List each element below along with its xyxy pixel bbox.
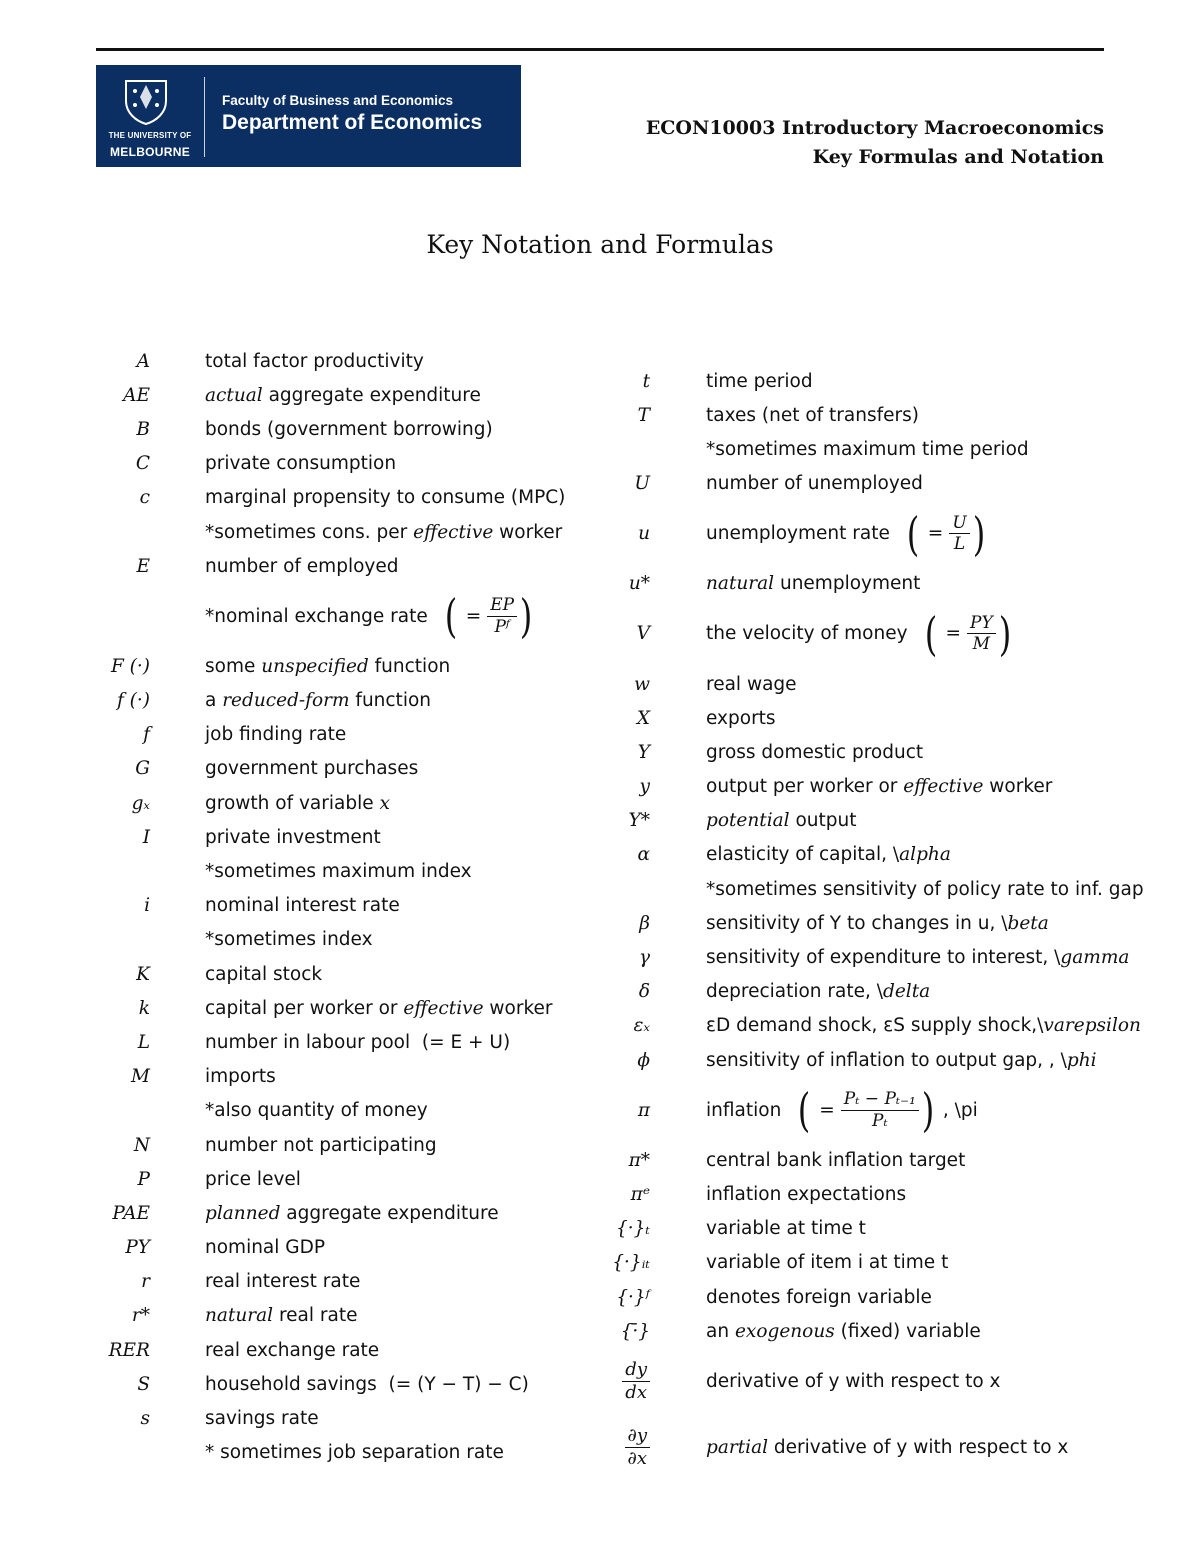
notation-row xyxy=(580,701,1144,735)
notation-description xyxy=(706,1437,1068,1458)
right-notation-column xyxy=(580,364,1144,1480)
notation-row xyxy=(80,1401,565,1435)
notation-description xyxy=(205,861,472,882)
open-paren: ( xyxy=(924,606,937,661)
description-text: *sometimes maximum index xyxy=(205,861,472,883)
notation-description xyxy=(205,793,390,814)
notation-description xyxy=(205,656,450,677)
notation-description xyxy=(205,453,396,474)
description-text: potential output xyxy=(706,810,857,832)
emphasis-text: partial xyxy=(706,1436,769,1458)
university-name-small: THE UNIVERSITY OF xyxy=(108,131,192,140)
description-text: natural unemployment xyxy=(706,573,921,595)
description-text: sensitivity of inflation to output gap, , \phi xyxy=(706,1049,1097,1071)
description-text: government purchases xyxy=(205,758,419,780)
notation-row xyxy=(80,684,565,718)
description-text: number in labour pool (= E + U) xyxy=(205,1031,511,1053)
notation-row xyxy=(80,991,565,1025)
description-text: number of employed xyxy=(205,555,399,577)
notation-row xyxy=(580,1246,1144,1280)
notation-symbol: A xyxy=(136,350,150,372)
notation-symbol: RER xyxy=(108,1339,150,1361)
notation-description xyxy=(205,1169,301,1190)
description-text: price level xyxy=(205,1168,301,1190)
formula xyxy=(795,1083,937,1138)
open-paren: ( xyxy=(906,506,920,561)
notation-symbol: P xyxy=(137,1168,150,1190)
notation-symbol: α xyxy=(637,844,650,866)
notation-symbol: πᵉ xyxy=(630,1183,650,1205)
notation-description xyxy=(706,1184,906,1205)
description-text: real wage xyxy=(706,673,797,695)
open-paren: ( xyxy=(797,1083,811,1138)
notation-description xyxy=(205,895,400,916)
description-text: number of unemployed xyxy=(706,473,923,495)
notation-symbol: k xyxy=(138,997,150,1019)
notation-symbol: AE xyxy=(123,384,150,406)
crest-icon xyxy=(118,75,174,125)
notation-row xyxy=(580,975,1144,1009)
description-text: gross domestic product xyxy=(706,741,924,763)
symbol-fraction-numerator: ∂y xyxy=(625,1425,650,1448)
faculty-name: Faculty of Business and Economics xyxy=(222,93,454,108)
description-text: time period xyxy=(706,370,813,392)
notation-symbol: PAE xyxy=(112,1202,150,1224)
notation-symbol: f (·) xyxy=(116,690,150,712)
symbol-fraction-denominator: ∂x xyxy=(627,1447,647,1469)
notation-symbol: PY xyxy=(125,1237,150,1259)
notation-row xyxy=(80,752,565,786)
notation-symbol: E xyxy=(136,555,150,577)
notation-description xyxy=(205,724,346,745)
notation-row xyxy=(80,583,565,649)
description-text: inflation xyxy=(706,1099,782,1121)
notation-description xyxy=(706,1050,1097,1071)
notation-symbol: S xyxy=(137,1373,150,1395)
notation-description xyxy=(706,1083,978,1138)
notation-description xyxy=(205,1442,504,1463)
notation-row xyxy=(80,786,565,820)
description-text: denotes foreign variable xyxy=(706,1286,932,1308)
notation-description xyxy=(706,439,1029,460)
emphasis-text: actual xyxy=(205,384,263,406)
notation-row xyxy=(80,1094,565,1128)
description-text: job finding rate xyxy=(205,724,347,746)
notation-symbol: f xyxy=(143,724,150,746)
notation-row xyxy=(80,481,565,515)
notation-description xyxy=(706,844,951,865)
notation-description xyxy=(706,742,923,763)
notation-row xyxy=(580,1143,1144,1177)
description-text: unemployment rate xyxy=(706,523,890,545)
notation-row xyxy=(580,467,1144,501)
notation-row xyxy=(80,1333,565,1367)
description-text: bonds (government borrowing) xyxy=(205,418,493,440)
formula-fraction-denominator: L xyxy=(953,534,966,555)
notation-symbol: L xyxy=(137,1031,150,1053)
notation-description xyxy=(706,879,1144,900)
top-rule xyxy=(96,48,1104,51)
description-text: depreciation rate, \delta xyxy=(706,981,931,1003)
notation-row xyxy=(80,718,565,752)
emphasis-text: varepsilon xyxy=(1043,1015,1141,1037)
notation-symbol: Y xyxy=(637,741,650,763)
notation-symbol: εₓ xyxy=(633,1015,650,1037)
notation-symbol: s xyxy=(140,1408,150,1430)
notation-description xyxy=(205,556,398,577)
symbol-fraction xyxy=(625,1425,650,1469)
notation-description xyxy=(205,998,553,1019)
description-text: private consumption xyxy=(205,453,397,475)
notation-row xyxy=(80,1367,565,1401)
notation-description xyxy=(706,1150,965,1171)
notation-row xyxy=(580,1280,1144,1314)
notation-description xyxy=(205,1032,510,1053)
page-title: Key Notation and Formulas xyxy=(426,230,774,259)
emphasis-text: effective xyxy=(903,776,984,798)
notation-symbol: G xyxy=(135,758,150,780)
notation-symbol: X xyxy=(636,707,650,729)
formula-fraction-numerator: Pₜ − Pₜ₋₁ xyxy=(841,1089,919,1110)
notation-description xyxy=(706,1287,932,1308)
notation-row xyxy=(80,889,565,923)
description-text: capital stock xyxy=(205,963,323,985)
notation-description xyxy=(205,1203,499,1224)
description-text: real interest rate xyxy=(205,1271,361,1293)
description-text: variable of item i at time t xyxy=(706,1252,949,1274)
notation-row xyxy=(580,1009,1144,1043)
notation-description xyxy=(706,708,776,729)
description-text: household savings (= (Y − T) − C) xyxy=(205,1373,529,1395)
notation-row xyxy=(580,501,1144,567)
notation-description xyxy=(205,1305,358,1326)
formula-fraction-numerator: PY xyxy=(967,613,996,634)
notation-row xyxy=(80,923,565,957)
notation-description xyxy=(205,589,535,644)
header-subtitle: Key Formulas and Notation xyxy=(812,146,1104,168)
notation-symbol: N xyxy=(133,1134,150,1156)
description-text: growth of variable x xyxy=(205,792,390,814)
notation-row xyxy=(80,649,565,683)
emphasis-text: alpha xyxy=(899,844,951,866)
notation-row xyxy=(580,432,1144,466)
notation-row xyxy=(580,601,1144,667)
notation-description xyxy=(706,573,920,594)
notation-symbol: δ xyxy=(638,981,650,1003)
description-text: *sometimes cons. per effective worker xyxy=(205,521,563,543)
notation-row xyxy=(80,1162,565,1196)
university-name: MELBOURNE xyxy=(109,145,191,159)
description-text: number not participating xyxy=(205,1134,437,1156)
notation-description xyxy=(205,522,562,543)
formula-fraction xyxy=(841,1089,919,1131)
emphasis-text: exogenous xyxy=(734,1320,835,1342)
open-paren: ( xyxy=(444,589,458,644)
formula-fraction-denominator: Pₜ xyxy=(872,1110,888,1131)
description-text: output per worker or effective worker xyxy=(706,776,1053,798)
notation-row xyxy=(580,770,1144,804)
notation-description xyxy=(205,690,431,711)
notation-row xyxy=(80,549,565,583)
description-text: actual aggregate expenditure xyxy=(205,384,481,406)
description-text: private investment xyxy=(205,826,381,848)
notation-description xyxy=(205,1135,437,1156)
notation-symbol: u* xyxy=(628,573,650,595)
notation-description xyxy=(205,758,418,779)
formula-fraction xyxy=(487,595,517,637)
notation-symbol: γ xyxy=(638,947,650,969)
notation-description xyxy=(706,1252,948,1273)
description-text: marginal propensity to consume (MPC) xyxy=(205,487,566,509)
emphasis-text: effective xyxy=(413,521,494,543)
notation-row xyxy=(580,735,1144,769)
notation-description xyxy=(706,674,797,695)
notation-symbol: V xyxy=(636,623,650,645)
description-text: nominal interest rate xyxy=(205,895,400,917)
notation-row xyxy=(580,1043,1144,1077)
description-text: taxes (net of transfers) xyxy=(706,404,919,426)
notation-symbol: gₓ xyxy=(131,792,150,814)
notation-description xyxy=(205,351,424,372)
description-text: * sometimes job separation rate xyxy=(205,1442,504,1464)
notation-description xyxy=(205,1374,529,1395)
emphasis-text: planned xyxy=(205,1202,281,1224)
equals-sign: = xyxy=(927,523,944,545)
notation-row xyxy=(80,854,565,888)
description-text: an exogenous (fixed) variable xyxy=(706,1320,981,1342)
notation-symbol xyxy=(580,1425,706,1469)
notation-symbol: u xyxy=(638,523,650,545)
notation-description xyxy=(205,1340,379,1361)
notation-symbol: {·}ₜ xyxy=(616,1218,650,1240)
notation-description xyxy=(205,1100,428,1121)
notation-symbol: π xyxy=(637,1099,650,1121)
notation-row xyxy=(80,378,565,412)
notation-description xyxy=(706,506,988,561)
notation-row xyxy=(580,398,1144,432)
notation-symbol: π* xyxy=(628,1149,650,1171)
notation-description xyxy=(205,1237,325,1258)
notation-symbol: {·̄} xyxy=(620,1320,650,1342)
department-name: Department of Economics xyxy=(222,111,483,134)
description-text: nominal GDP xyxy=(205,1237,326,1259)
notation-row xyxy=(80,1231,565,1265)
notation-row xyxy=(580,872,1144,906)
notation-row xyxy=(80,1060,565,1094)
notation-row xyxy=(80,1128,565,1162)
description-text: *nominal exchange rate xyxy=(205,605,428,627)
notation-row xyxy=(580,940,1144,974)
emphasis-text: x xyxy=(379,792,390,814)
description-text: central bank inflation target xyxy=(706,1149,966,1171)
notation-description xyxy=(205,385,481,406)
notation-row xyxy=(80,447,565,481)
notation-symbol: M xyxy=(131,1066,150,1088)
notation-description xyxy=(706,371,813,392)
formula xyxy=(922,606,1014,661)
notation-symbol: K xyxy=(136,963,150,985)
notation-description xyxy=(205,487,565,508)
notation-row xyxy=(80,344,565,378)
emphasis-text: potential xyxy=(706,810,790,832)
notation-symbol: B xyxy=(136,418,150,440)
notation-symbol: i xyxy=(144,895,150,917)
notation-description xyxy=(706,1015,1141,1036)
notation-row xyxy=(580,364,1144,398)
equals-sign: = xyxy=(945,623,961,645)
equals-sign: = xyxy=(465,605,482,627)
notation-description xyxy=(706,810,856,831)
description-text: inflation expectations xyxy=(706,1183,907,1205)
notation-row xyxy=(580,1177,1144,1211)
notation-symbol: t xyxy=(642,370,650,392)
notation-description xyxy=(706,1218,866,1239)
description-text: elasticity of capital, \alpha xyxy=(706,844,951,866)
formula xyxy=(442,589,535,644)
notation-row xyxy=(80,957,565,991)
logo-divider xyxy=(204,77,205,157)
description-text: natural real rate xyxy=(205,1305,358,1327)
symbol-fraction-numerator: dy xyxy=(622,1359,650,1382)
notation-description xyxy=(205,929,373,950)
formula-fraction xyxy=(949,513,969,555)
notation-description xyxy=(706,981,930,1002)
close-paren: ) xyxy=(921,1083,935,1138)
notation-description xyxy=(205,964,322,985)
notation-description xyxy=(706,1321,981,1342)
notation-row xyxy=(580,567,1144,601)
description-text: savings rate xyxy=(205,1408,319,1430)
symbol-fraction-denominator: dx xyxy=(625,1381,647,1403)
notation-symbol: y xyxy=(639,776,650,798)
description-text: derivative of y with respect to x xyxy=(706,1370,1001,1392)
notation-row xyxy=(580,906,1144,940)
notation-symbol: w xyxy=(634,673,650,695)
course-title: ECON10003 Introductory Macroeconomics xyxy=(645,117,1104,139)
description-text: *sometimes sensitivity of policy rate to inf. gap xyxy=(706,878,1144,900)
emphasis-text: phi xyxy=(1066,1049,1097,1071)
notation-symbol: C xyxy=(135,453,150,475)
notation-description xyxy=(706,1371,1000,1392)
notation-symbol: U xyxy=(634,473,650,495)
left-notation-column xyxy=(80,344,565,1470)
close-paren: ) xyxy=(519,589,533,644)
emphasis-text: beta xyxy=(1007,912,1049,934)
notation-row xyxy=(580,804,1144,838)
notation-row xyxy=(80,1025,565,1059)
notation-row xyxy=(80,1196,565,1230)
notation-row xyxy=(80,515,565,549)
notation-symbol: T xyxy=(637,404,650,426)
notation-row xyxy=(80,1265,565,1299)
description-text: *also quantity of money xyxy=(205,1100,428,1122)
notation-symbol: ϕ xyxy=(637,1049,650,1071)
notation-row xyxy=(80,1436,565,1470)
description-text: *sometimes index xyxy=(205,929,373,951)
description-text: sensitivity of expenditure to interest, \gamma xyxy=(706,947,1130,969)
notation-row xyxy=(580,838,1144,872)
notation-description xyxy=(706,776,1052,797)
notation-row xyxy=(580,1414,1144,1480)
emphasis-text: unspecified xyxy=(261,655,369,677)
notation-row xyxy=(580,1348,1144,1414)
emphasis-text: reduced-form xyxy=(222,690,350,712)
equals-sign: = xyxy=(819,1099,835,1121)
description-text: exports xyxy=(706,707,776,729)
close-paren: ) xyxy=(998,606,1011,661)
description-text: planned aggregate expenditure xyxy=(205,1202,499,1224)
description-text: real exchange rate xyxy=(205,1339,380,1361)
symbol-fraction xyxy=(622,1359,650,1403)
notation-symbol: c xyxy=(139,487,150,509)
notation-symbol: {·}ᶠ xyxy=(616,1286,650,1308)
notation-row xyxy=(580,1077,1144,1143)
emphasis-text: natural xyxy=(205,1305,274,1327)
notation-symbol: r xyxy=(141,1271,150,1293)
notation-symbol: β xyxy=(639,912,650,934)
notation-symbol: Y* xyxy=(628,810,650,832)
description-text: partial derivative of y with respect to x xyxy=(706,1436,1069,1458)
notation-description xyxy=(205,419,493,440)
notation-row xyxy=(80,412,565,446)
notation-description xyxy=(706,947,1129,968)
notation-description xyxy=(205,1408,319,1429)
formula-fraction-numerator: EP xyxy=(487,595,517,616)
notation-row xyxy=(580,1212,1144,1246)
notation-description xyxy=(205,827,381,848)
notation-description xyxy=(706,606,1014,661)
notation-description xyxy=(205,1066,276,1087)
notation-row xyxy=(580,667,1144,701)
notation-row xyxy=(80,820,565,854)
description-text: total factor productivity xyxy=(205,350,424,372)
notation-description xyxy=(706,405,919,426)
notation-symbol: I xyxy=(142,826,150,848)
formula-fraction xyxy=(967,613,996,655)
formula-fraction-denominator: M xyxy=(972,634,991,655)
description-text: some unspecified function xyxy=(205,655,451,677)
description-text: variable at time t xyxy=(706,1218,866,1240)
close-paren: ) xyxy=(972,506,985,561)
notation-description xyxy=(205,1271,360,1292)
description-text: imports xyxy=(205,1066,276,1088)
notation-row xyxy=(580,1314,1144,1348)
notation-description xyxy=(706,473,923,494)
university-logo xyxy=(96,65,521,167)
formula-suffix: , \pi xyxy=(942,1099,978,1121)
description-text: capital per worker or effective worker xyxy=(205,997,553,1019)
emphasis-text: delta xyxy=(883,981,931,1003)
notation-symbol: {·}ᵢₜ xyxy=(612,1252,650,1274)
notation-row xyxy=(80,1299,565,1333)
description-text: a reduced-form function xyxy=(205,690,431,712)
notation-symbol: F (·) xyxy=(110,655,150,677)
emphasis-text: gamma xyxy=(1060,947,1130,969)
formula xyxy=(904,506,988,561)
emphasis-text: natural xyxy=(706,573,775,595)
description-text: εD demand shock, εS supply shock,\varepsilon xyxy=(706,1015,1141,1037)
description-text: *sometimes maximum time period xyxy=(706,438,1029,460)
emphasis-text: effective xyxy=(403,997,484,1019)
description-text: the velocity of money xyxy=(706,623,908,645)
notation-symbol: r* xyxy=(131,1305,150,1327)
formula-fraction-numerator: U xyxy=(949,513,969,534)
formula-fraction-denominator: Pᶠ xyxy=(494,616,510,637)
description-text: sensitivity of Y to changes in u, \beta xyxy=(706,912,1049,934)
notation-description xyxy=(706,913,1049,934)
notation-symbol xyxy=(580,1359,706,1403)
